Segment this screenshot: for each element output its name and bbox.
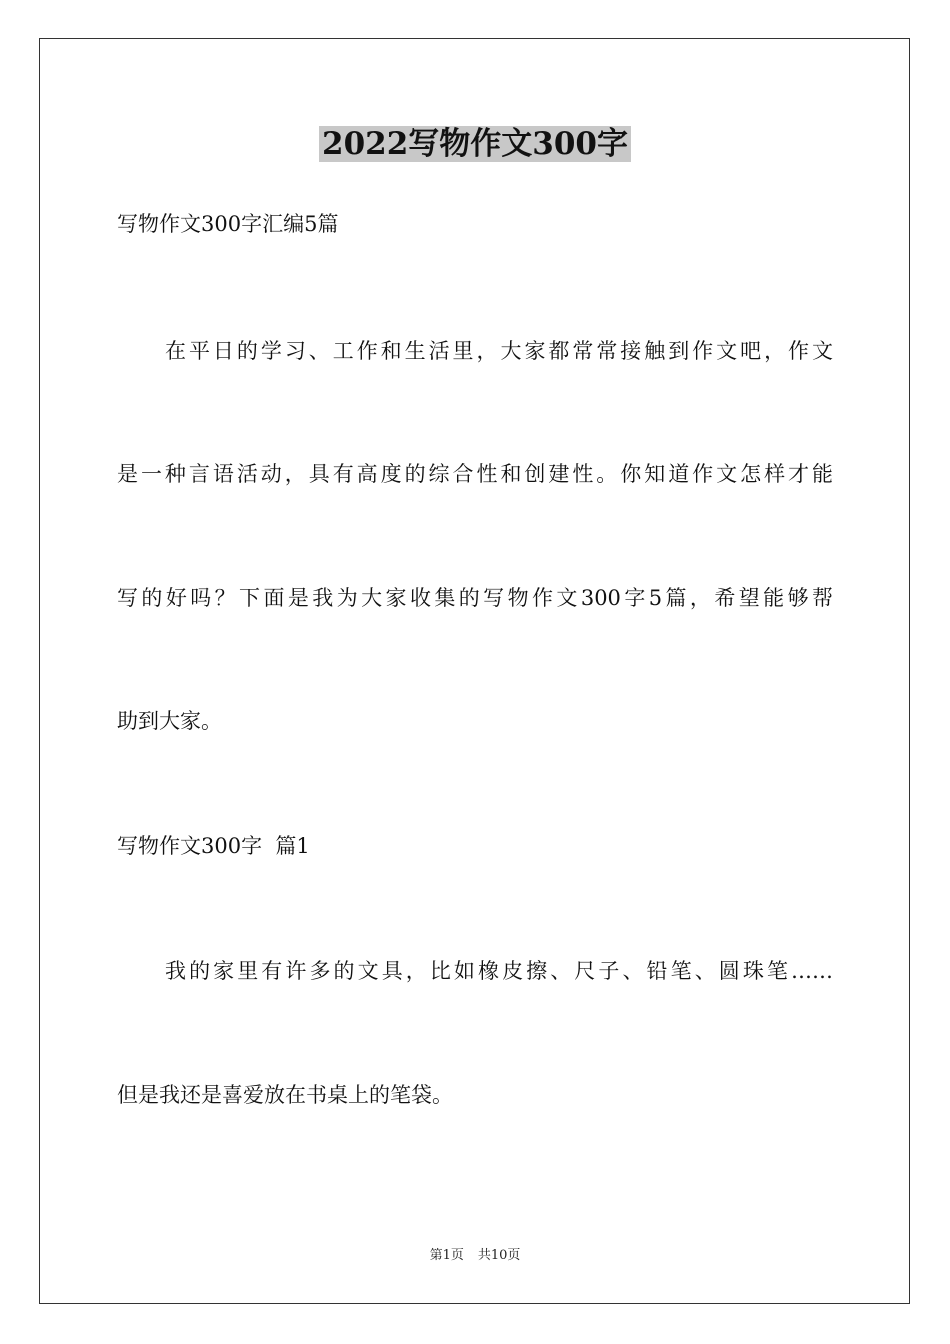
page-number: 第1页: [429, 1248, 464, 1263]
intro-line-2: 是一种言语活动，具有高度的综合性和创建性。你知道作文怎样才能: [117, 462, 833, 486]
section-line-2: 但是我还是喜爱放在书桌上的笔袋。: [117, 1083, 453, 1107]
page-footer: [0, 1246, 950, 1266]
page-total: 共10页: [477, 1248, 521, 1263]
section-line-1: 我的家里有许多的文具，比如橡皮擦、尺子、铅笔、圆珠笔……: [165, 959, 833, 983]
intro-line-4: 助到大家。: [117, 709, 222, 733]
document-subtitle: 写物作文300字汇编5篇: [117, 212, 339, 236]
document-title: 2022写物作文300字: [0, 122, 950, 166]
section-heading: 写物作文300字 篇1: [117, 834, 310, 858]
intro-line-3: 写的好吗？下面是我为大家收集的写物作文300字5篇，希望能够帮: [117, 586, 833, 610]
intro-line-1: 在平日的学习、工作和生活里，大家都常常接触到作文吧，作文: [165, 339, 833, 363]
